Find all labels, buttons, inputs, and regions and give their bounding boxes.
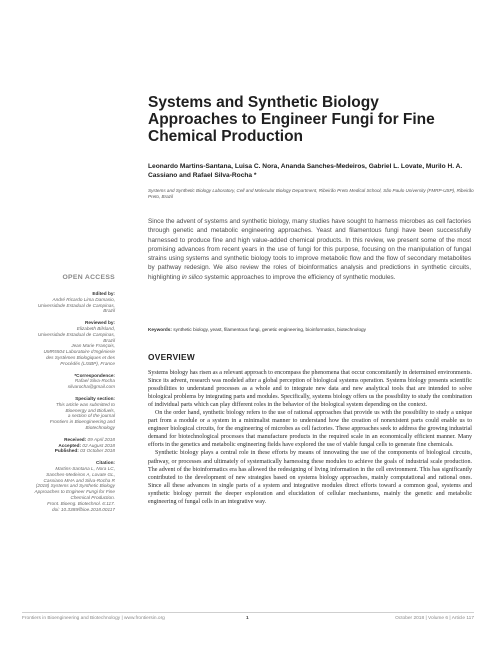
correspondence-value[interactable]: Rafael Silva-Rocha silvarocha@gmail.com bbox=[67, 378, 115, 390]
specialty-label: Specialty section: bbox=[75, 395, 115, 401]
footer-issue: October 2018 | Volume 6 | Article 117 bbox=[395, 616, 474, 621]
keywords bbox=[148, 327, 471, 333]
specialty-value: This article was submitted to Bioenergy and Biofuels, a section of the journal Frontiers in Bioengineering and Biotechnology bbox=[49, 401, 115, 430]
correspondence-label: *Correspondence: bbox=[74, 372, 115, 378]
reviewed-by-value: Elizabeth Bilsland, Universidade Estadual de Campinas, Brazil Jean Marie François, UMR5504 Laboratoire d'Ingénierie des Systèmes Biologiques et des Procédés (LISBP), France bbox=[37, 325, 115, 366]
edited-by-value: André Ricardo Lima Damasio, Universidade Estadual de Campinas, Brazil bbox=[37, 296, 115, 314]
received-value: 09 April 2018 bbox=[86, 436, 115, 442]
reviewed-by-block bbox=[5, 320, 115, 366]
section-heading-overview: OVERVIEW bbox=[148, 352, 195, 362]
keywords-label: Keywords: bbox=[148, 327, 172, 332]
edited-by-block bbox=[5, 291, 115, 314]
keywords-list: synthetic biology, yeast, filamentous fungi, genetic engineering, bioinformatics, biotechnology bbox=[171, 327, 367, 332]
reviewed-by-label: Reviewed by: bbox=[85, 320, 115, 326]
article-info-sidebar bbox=[5, 274, 115, 518]
abstract-italic-term: in silico bbox=[181, 273, 203, 281]
footer-journal[interactable]: Frontiers in Bioengineering and Biotechnology | www.frontiersin.org bbox=[22, 616, 165, 621]
received-label: Received: bbox=[64, 436, 87, 442]
body-paragraph: Systems biology has risen as a relevant approach to encompass the phenomena that occur concomitantly in determined environments. Since its advent, research was modeled after a global perception of biological systems operation. Systems biology presents scientific possibilities to understand processes as a whole and to integrate new data and new analytical tools that are intended to solve biological problems by integrating parts and modules. Specifically, systems biology offers us the possibility to study the combination of individual parts which can play different roles in the behavior of the biological system depending on the context. bbox=[148, 370, 472, 409]
open-access-label: OPEN ACCESS bbox=[62, 274, 115, 281]
footer-page-number: 1 bbox=[246, 616, 249, 621]
correspondence-block bbox=[5, 373, 115, 390]
edited-by-label: Edited by: bbox=[92, 291, 115, 296]
citation-block bbox=[5, 460, 115, 512]
body-paragraph: Synthetic biology plays a central role in these efforts by means of innovating the use of the components of biological circuits, pathway, or processes and ultimately of systematically harnessing these modules to achieve the goals of industrial scale production. The advent of the bioinformatics era has allowed the redesigning of living information in the cell environment. This has significantly contributed to the development of new strategies based on systems biology approaches, mainly computational and rational ones. Since all these advances in single parts of a system and integrative modules direct efforts toward a common goal, systems and synthetic biology permit the deeper exploration and elucidation of cellular mechanisms, mainly the genetic and metabolic engineering of fungal cells in an integrative way. bbox=[148, 450, 472, 505]
footer-divider bbox=[22, 612, 474, 613]
abstract bbox=[148, 217, 471, 282]
accepted-value: 02 August 2018 bbox=[81, 442, 115, 448]
author-affiliation: Systems and Synthetic Biology Laboratory, Cell and Molecular Biology Department, Ribeirão Preto Medical School, São Paulo University (FMRP-USP), Ribeirão Preto, Brazil bbox=[148, 188, 474, 200]
published-label: Published: bbox=[54, 448, 79, 454]
published-value: 03 October 2018 bbox=[78, 448, 115, 454]
published-date bbox=[5, 448, 115, 454]
abstract-end-text: systemic approaches to improve the efficiency of synthetic modules. bbox=[202, 273, 396, 281]
author-list: Leonardo Martins-Santana, Luisa C. Nora, Ananda Sanches-Medeiros, Gabriel L. Lovate, Murilo H. A. Cassiano and Rafael Silva-Rocha * bbox=[148, 163, 463, 179]
abstract-main-text: Since the advent of systems and synthetic biology, many studies have sought to harness microbes as cell factories through genetic and metabolic engineering approaches. Yeast and filamentous fungi have been successfully harnessed to produce fine and high value-added chemical products. In this review, we present some of the most promising advances from recent years in the use of fungi for this purpose, focusing on the manipulation of fungal strains using systems and synthetic biology tools to improve metabolic flow and the flow of secondary metabolites by pathway redesign. We also review the roles of bioinformatics analysis and predictions in synthetic circuits, highlighting bbox=[148, 218, 471, 281]
specialty-block bbox=[5, 396, 115, 431]
citation-value: Martins-Santana L, Nora LC, Sanches-Medeiros A, Lovate GL, Cassiano MHA and Silva-Rocha R (2018) Systems and Synthetic Biology Approaches to Engineer Fungi for Fine Chemical Production. Front. Bioeng. Biotechnol. 6:117. doi: 10.3389/fbioe.2018.00117 bbox=[34, 465, 115, 512]
accepted-label: Accepted: bbox=[58, 442, 82, 448]
citation-label: Citation: bbox=[95, 460, 115, 466]
body-paragraph: On the order hand, synthetic biology refers to the use of rational approaches that provide us with the possibility to study a unique part from a module or a system in a minimalist manner to understand how the creation of nonexistent parts could enable us to engineer biological circuits, for the engineering of microbes as cell factories. These approaches seek to address the growing industrial demand for biotechnological processes that manufacture products in the required scale in an economically efficient manner. Many efforts in the genetics and metabolic engineering fields have explored the use of viable fungal cells to generate fine chemicals. bbox=[148, 410, 472, 449]
body-text bbox=[148, 369, 472, 506]
dates-block bbox=[5, 437, 115, 454]
article-title: Systems and Synthetic Biology Approaches to Engineer Fungi for Fine Chemical Production bbox=[148, 94, 435, 145]
